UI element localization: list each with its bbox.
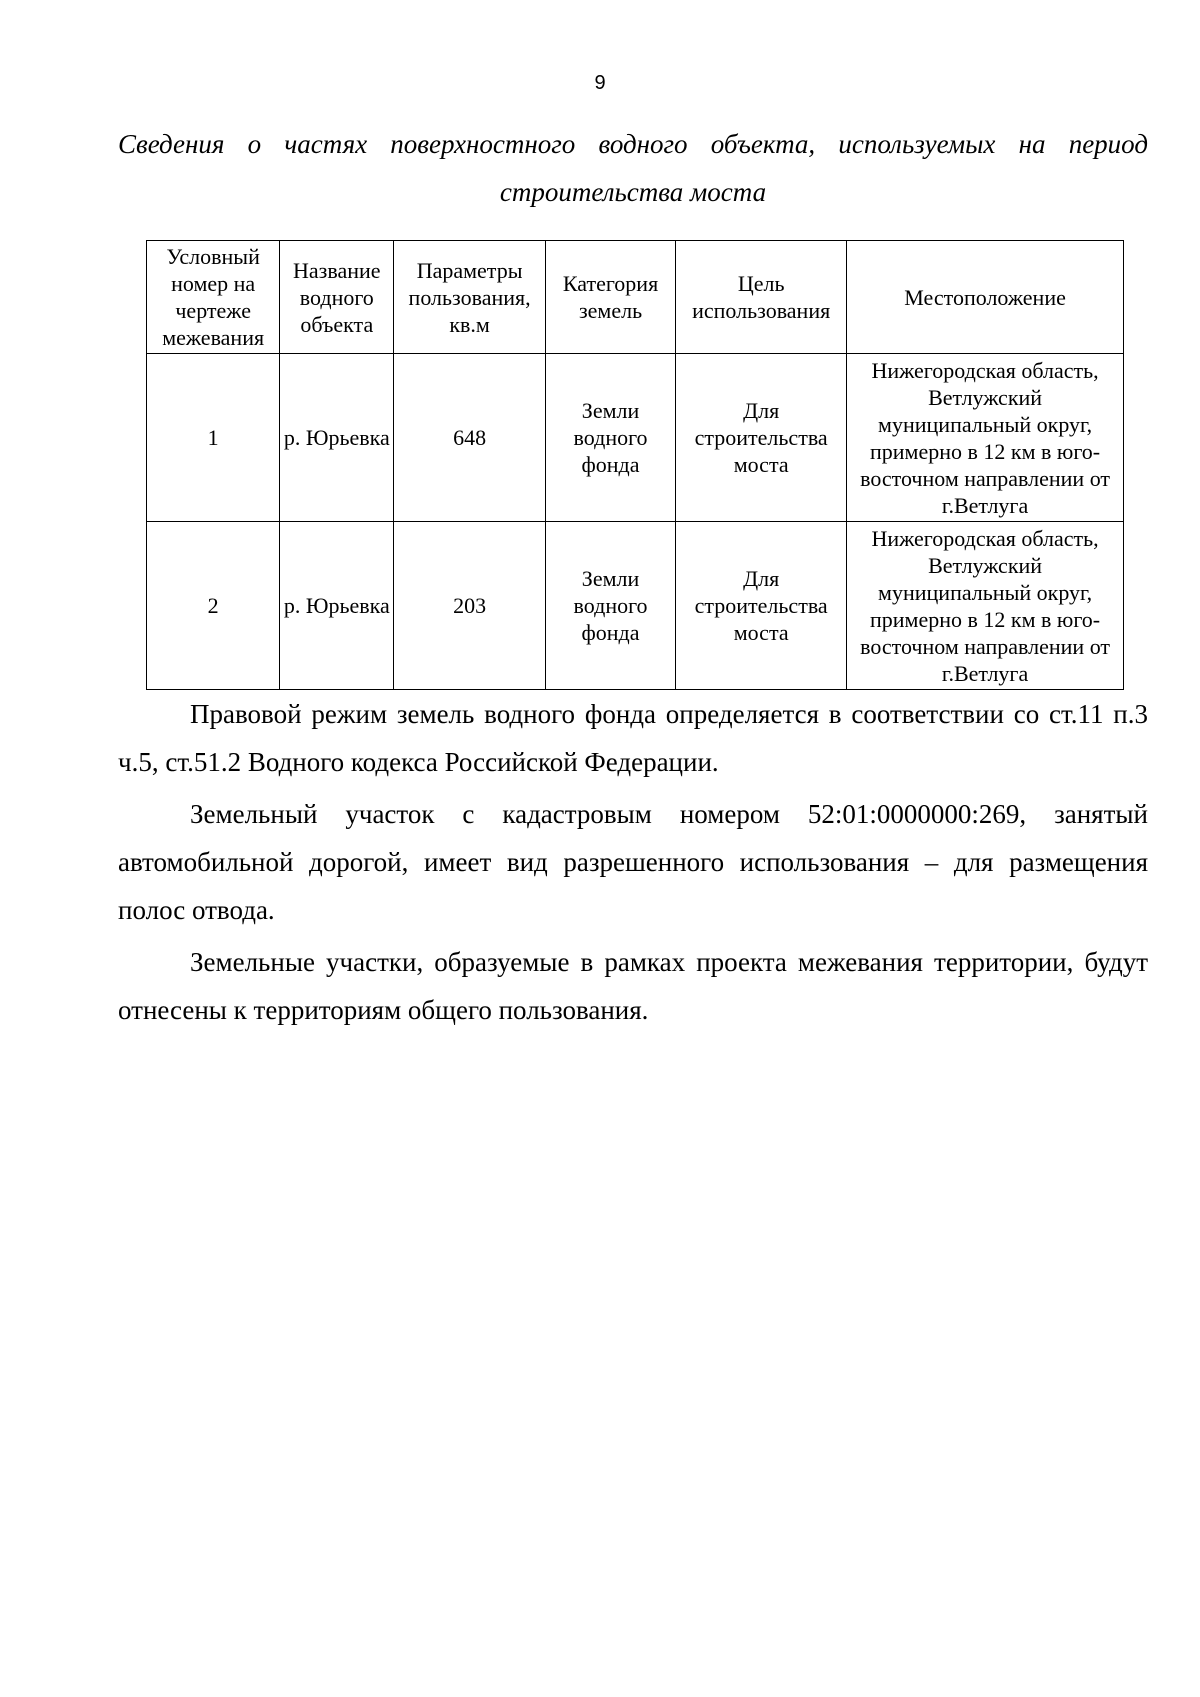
header-area: Параметры пользования, кв.м	[394, 241, 546, 354]
page-number: 9	[594, 72, 606, 94]
water-object-table	[146, 240, 1124, 690]
cell-area: 203	[394, 522, 546, 690]
header-category: Категория земель	[545, 241, 675, 354]
cell-number: 2	[147, 522, 280, 690]
table-caption	[118, 120, 1148, 216]
header-number: Условный номер на чертеже межевания	[147, 241, 280, 354]
paragraph-public-use: Земельные участки, образуемые в рамках проекта межевания территории, будут отнесены к территориям общего пользования.	[118, 947, 1148, 1025]
caption-line-2: строительства моста	[499, 177, 767, 207]
cell-purpose: Для строительства моста	[676, 522, 847, 690]
cell-location: Нижегородская область, Ветлужский муниципальный округ, примерно в 12 км в юго-восточном направлении от г.Ветлуга	[847, 522, 1124, 690]
cell-category: Земли водного фонда	[545, 354, 675, 522]
header-purpose: Цель использования	[676, 241, 847, 354]
cell-name: р. Юрьевка	[280, 522, 394, 690]
cell-purpose: Для строительства моста	[676, 354, 847, 522]
table-row	[147, 522, 1124, 690]
header-location: Местоположение	[847, 241, 1124, 354]
paragraph-legal-regime: Правовой режим земель водного фонда определяется в соответствии со ст.11 п.3 ч.5, ст.51.2 Водного кодекса Российской Федерации.	[118, 699, 1148, 777]
caption-line-1: Сведения о частях поверхностного водного объекта, используемых на период	[118, 129, 1148, 159]
cell-name: р. Юрьевка	[280, 354, 394, 522]
header-name: Название водного объекта	[280, 241, 394, 354]
table-row	[147, 354, 1124, 522]
cell-area: 648	[394, 354, 546, 522]
table-header-row	[147, 241, 1124, 354]
paragraph-cadastral-plot: Земельный участок с кадастровым номером 52:01:0000000:269, занятый автомобильной дорогой, имеет вид разрешенного использования – для размещения полос отвода.	[118, 799, 1148, 925]
cell-number: 1	[147, 354, 280, 522]
cell-location: Нижегородская область, Ветлужский муниципальный округ, примерно в 12 км в юго-восточном направлении от г.Ветлуга	[847, 354, 1124, 522]
cell-category: Земли водного фонда	[545, 522, 675, 690]
